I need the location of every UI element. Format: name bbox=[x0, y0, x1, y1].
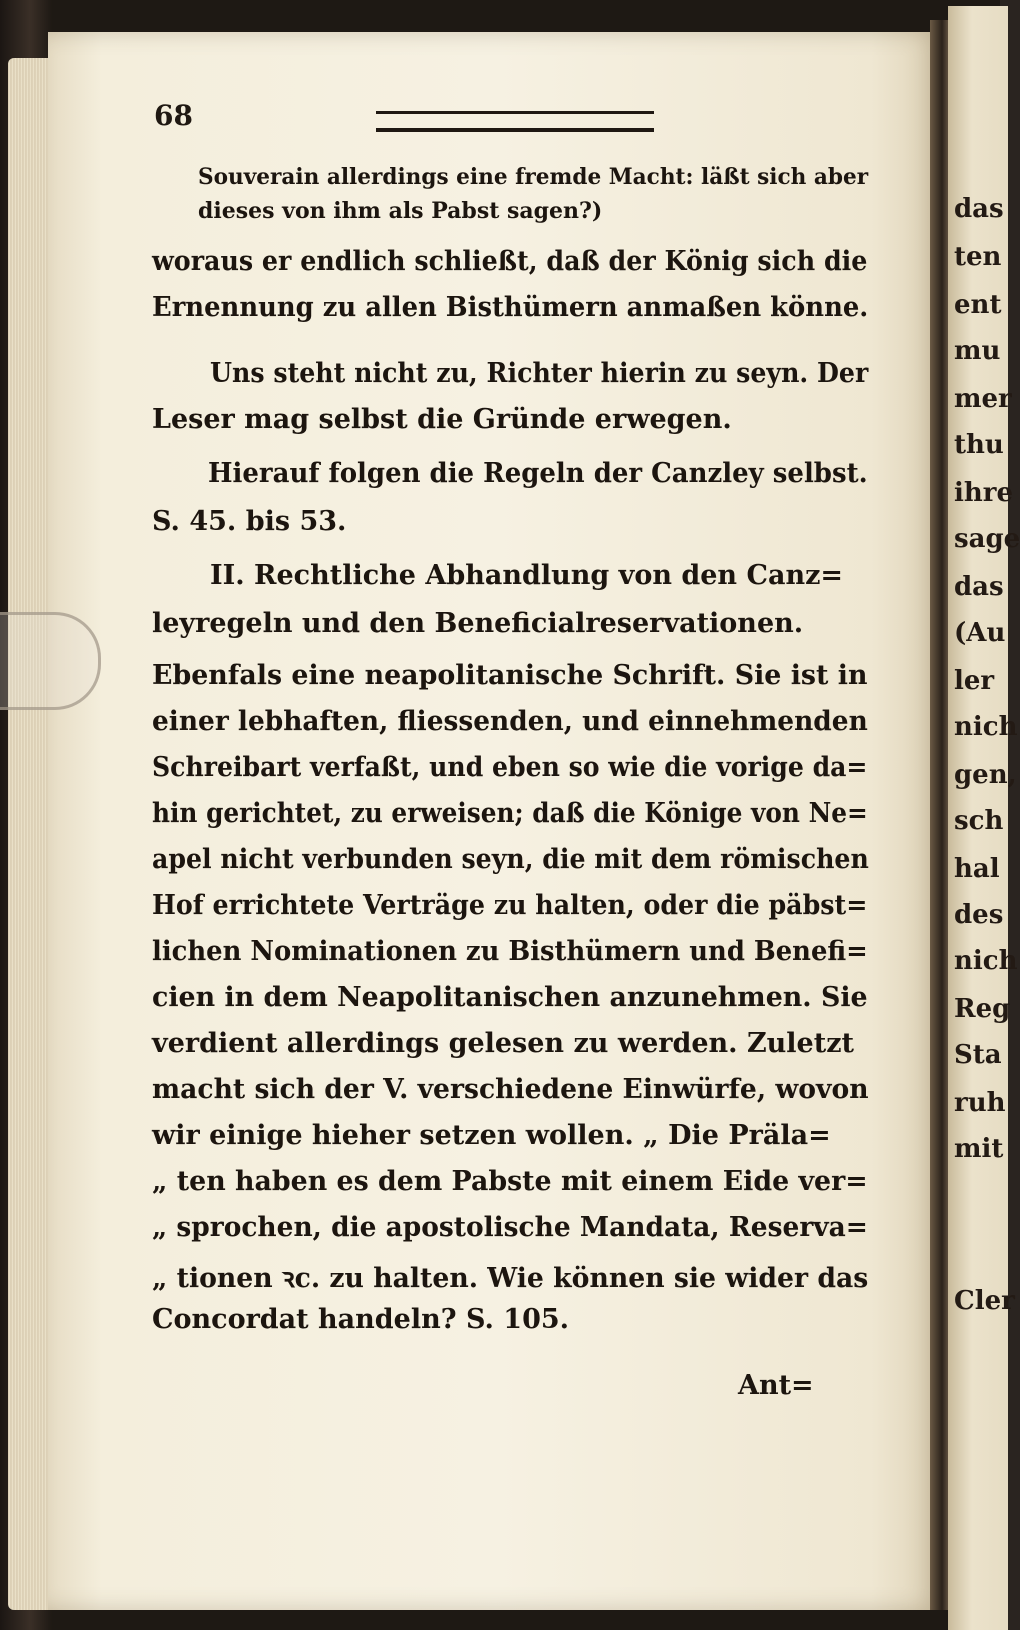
facing-page-fragment: ler bbox=[954, 666, 995, 696]
text-line: II. Rechtliche Abhandlung von den Canz= bbox=[210, 560, 844, 591]
facing-page-fragment: ent bbox=[954, 290, 1002, 320]
facing-page-fragment: das bbox=[954, 194, 1004, 224]
text-line: lichen Nominationen zu Bisthümern und Benefi= bbox=[152, 936, 868, 967]
facing-page-fragment: des bbox=[954, 900, 1004, 930]
facing-page-fragment: mit bbox=[954, 1134, 1004, 1164]
text-line: verdient allerdings gelesen zu werden. Zuletzt bbox=[152, 1028, 855, 1059]
facing-page-fragment: ten bbox=[954, 242, 1002, 272]
text-line: Ebenfals eine neapolitanische Schrift. Sie ist in bbox=[152, 660, 868, 691]
text-line: S. 45. bis 53. bbox=[152, 506, 347, 537]
text-line: wir einige hieher setzen wollen. „ Die Präla= bbox=[152, 1120, 831, 1151]
text-line: „ ten haben es dem Pabste mit einem Eide ver= bbox=[152, 1166, 868, 1197]
text-line: hin gerichtet, zu erweisen; daß die Könige von Ne= bbox=[152, 798, 868, 829]
text-line: macht sich der V. verschiedene Einwürfe, wovon bbox=[152, 1074, 869, 1105]
text-line: woraus er endlich schließt, daß der König sich die bbox=[152, 246, 868, 277]
text-line: cien in dem Neapolitanischen anzunehmen. Sie bbox=[152, 982, 868, 1013]
facing-page-fragment: sage bbox=[954, 524, 1020, 554]
facing-page-fragment: Reg bbox=[954, 994, 1011, 1024]
facing-page-fragment: hal bbox=[954, 854, 1000, 884]
text-line: apel nicht verbunden seyn, die mit dem römischen bbox=[152, 844, 869, 875]
facing-page-fragment: gen, bbox=[954, 760, 1017, 790]
text-line: Uns steht nicht zu, Richter hierin zu seyn. Der bbox=[210, 358, 869, 389]
text-line: „ sprochen, die apostolische Mandata, Reserva= bbox=[152, 1212, 868, 1243]
facing-page-fragment: mu bbox=[954, 336, 1001, 366]
facing-page-fragment: ruh bbox=[954, 1088, 1006, 1118]
text-line: einer lebhaften, fliessenden, und einnehmenden bbox=[152, 706, 868, 737]
facing-page-fragment: (Au bbox=[954, 618, 1006, 648]
facing-page-fragment: Sta bbox=[954, 1040, 1002, 1070]
text-line: Hof errichtete Verträge zu halten, oder die päbst= bbox=[152, 890, 868, 921]
text-line: Concordat handeln? S. 105. bbox=[152, 1304, 570, 1335]
text-line: Souverain allerdings eine fremde Macht: läßt sich aber bbox=[198, 164, 869, 190]
facing-page-fragment: mer bbox=[954, 384, 1012, 414]
facing-page-fragment: sch bbox=[954, 806, 1004, 836]
facing-page-fragment: nich bbox=[954, 946, 1018, 976]
text-line: Schreibart verfaßt, und eben so wie die vorige da= bbox=[152, 752, 868, 783]
facing-page-fragment: nich bbox=[954, 712, 1018, 742]
facing-page-fragment: Cler bbox=[954, 1286, 1015, 1316]
text-line: Ernennung zu allen Bisthümern anmaßen könne. bbox=[152, 292, 869, 323]
facing-page-fragment: ihre bbox=[954, 478, 1014, 508]
text-line: dieses von ihm als Pabst sagen?) bbox=[198, 198, 603, 224]
text-line: Hierauf folgen die Regeln der Canzley selbst. bbox=[208, 458, 868, 489]
text-line: Leser mag selbst die Gründe erwegen. bbox=[152, 404, 732, 435]
text-line: leyregeln und den Beneficialreservationen. bbox=[152, 608, 804, 639]
facing-page-fragment: das bbox=[954, 572, 1004, 602]
page-number: 68 bbox=[154, 99, 193, 132]
facing-page-fragment: thu bbox=[954, 430, 1004, 460]
text-line: „ tionen ꝛc. zu halten. Wie können sie wider das bbox=[152, 1263, 869, 1294]
catchword: Ant= bbox=[738, 1370, 814, 1401]
